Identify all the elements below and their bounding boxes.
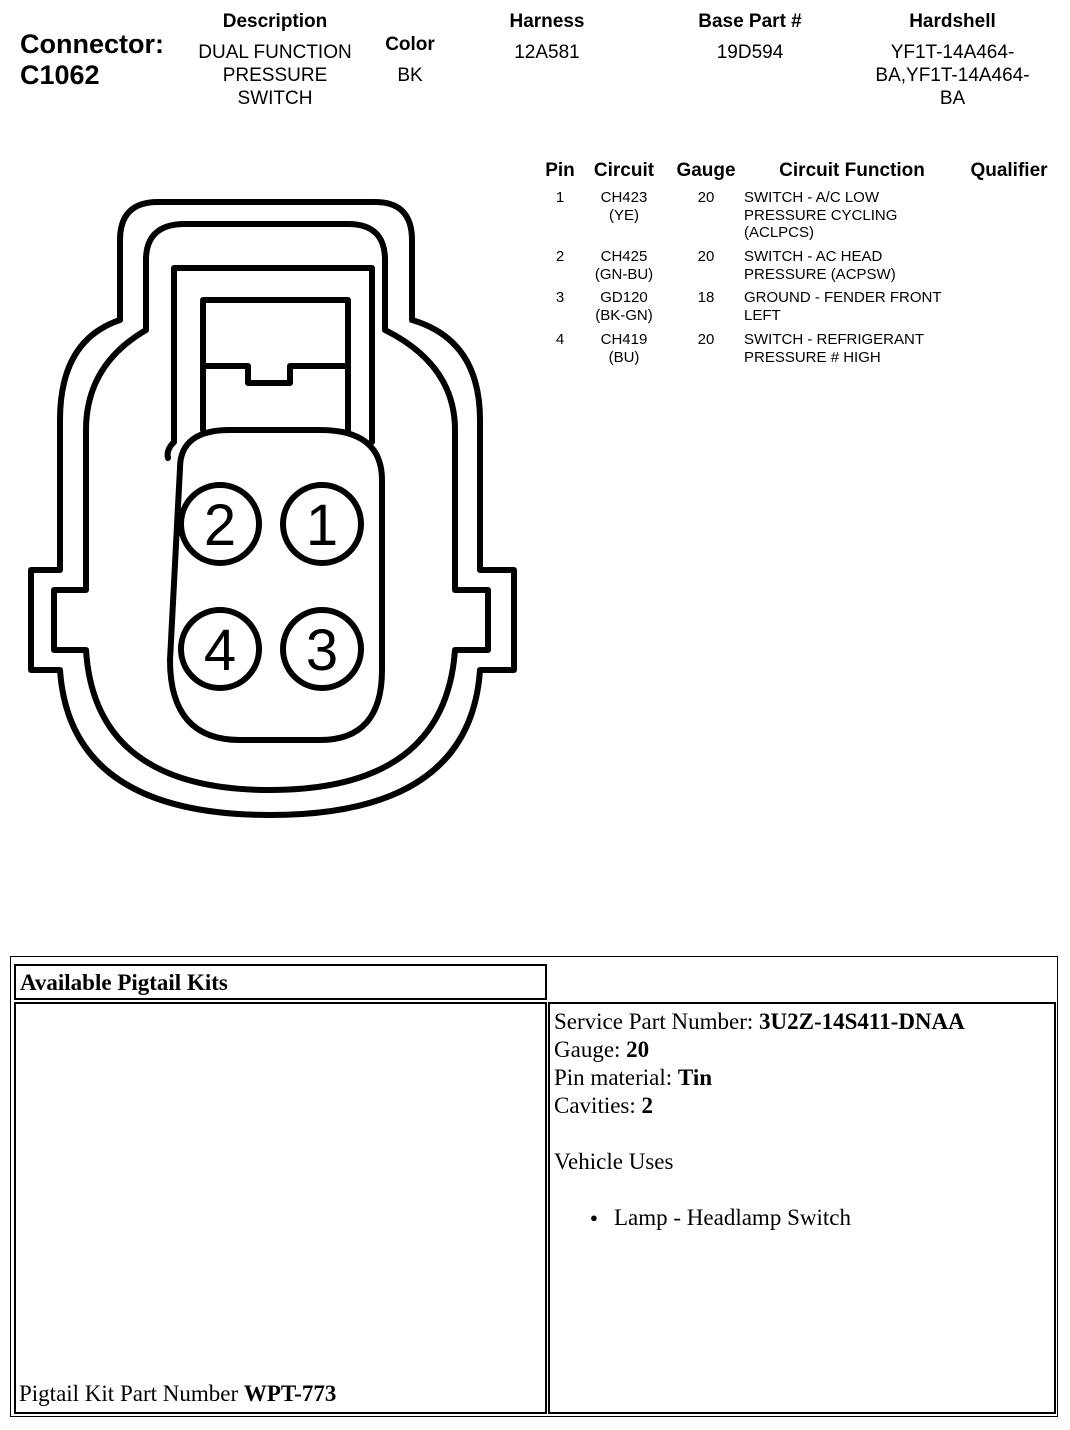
pin-gauge: 20 — [697, 189, 715, 206]
cavities-line: Cavities: 2 — [554, 1093, 654, 1118]
pigtail-title: Available Pigtail Kits — [20, 970, 228, 995]
service-part-number: Service Part Number: 3U2Z-14S411-DNAA — [554, 1009, 965, 1034]
pin-gauge: 20 — [697, 331, 715, 348]
pin-number: 2 — [555, 248, 565, 265]
housing-outer-outline — [31, 202, 514, 815]
pin-number: 4 — [555, 331, 565, 348]
pin-function: SWITCH - AC HEAD PRESSURE (ACPSW) — [744, 248, 896, 283]
pin-label-4: 4 — [203, 618, 237, 683]
pigtail-details-cell — [548, 1002, 1056, 1414]
connector-id: C1062 — [20, 60, 100, 90]
pin-function: GROUND - FENDER FRONT LEFT — [744, 289, 942, 324]
description-value: DUAL FUNCTION PRESSURE SWITCH — [198, 42, 352, 109]
pin-label-3: 3 — [305, 618, 339, 683]
pin-label-1: 1 — [305, 493, 339, 558]
gauge-header: Gauge — [676, 160, 736, 181]
hardshell-value: YF1T-14A464- BA,YF1T-14A464- BA — [875, 42, 1030, 109]
description-label: Description — [222, 11, 328, 32]
pin-header: Pin — [545, 160, 575, 181]
harness-value: 12A581 — [514, 42, 580, 63]
pigtail-kit-cell — [14, 1002, 547, 1414]
color-label: Color — [385, 34, 435, 55]
pigtail-title-cell — [14, 964, 547, 1000]
color-value: BK — [397, 65, 423, 86]
vehicle-uses-list — [554, 1204, 1049, 1232]
pin-cavity-block — [170, 430, 382, 740]
connector-label: Connector: — [20, 29, 164, 59]
latch-tab — [203, 366, 348, 383]
circuit-header: Circuit — [593, 160, 655, 181]
connector-face-diagram — [0, 180, 540, 840]
gauge-line: Gauge: 20 — [554, 1037, 650, 1062]
base-part-label: Base Part # — [698, 11, 802, 32]
pin-circuit: CH423 (YE) — [600, 189, 648, 224]
base-part-value: 19D594 — [716, 42, 784, 63]
qualifier-header: Qualifier — [970, 160, 1048, 181]
pin-circuit: CH419 (BU) — [600, 331, 648, 366]
pin-function: SWITCH - REFRIGERANT PRESSURE # HIGH — [744, 331, 924, 366]
harness-label: Harness — [509, 11, 585, 32]
pin-number: 1 — [555, 189, 565, 206]
list-item: ● Lamp - Headlamp Switch — [554, 1204, 1049, 1232]
pin-function: SWITCH - A/C LOW PRESSURE CYCLING (ACLPCS) — [744, 189, 898, 241]
vehicle-uses-label: Vehicle Uses — [554, 1149, 674, 1174]
circuit-function-header: Circuit Function — [779, 160, 925, 181]
pigtail-details — [554, 1008, 1049, 1232]
pin-number: 3 — [555, 289, 565, 306]
pin-label-2: 2 — [203, 493, 237, 558]
pin-gauge: 18 — [697, 289, 715, 306]
hardshell-label: Hardshell — [909, 11, 996, 32]
pin-circuit: CH425 (GN-BU) — [594, 248, 654, 283]
pin-circuit: GD120 (BK-GN) — [595, 289, 653, 324]
pigtail-kit-part-number: Pigtail Kit Part Number WPT-773 — [19, 1381, 337, 1406]
latch-hook — [168, 442, 174, 458]
pin-gauge: 20 — [697, 248, 715, 265]
pin-material-line: Pin material: Tin — [554, 1065, 713, 1090]
